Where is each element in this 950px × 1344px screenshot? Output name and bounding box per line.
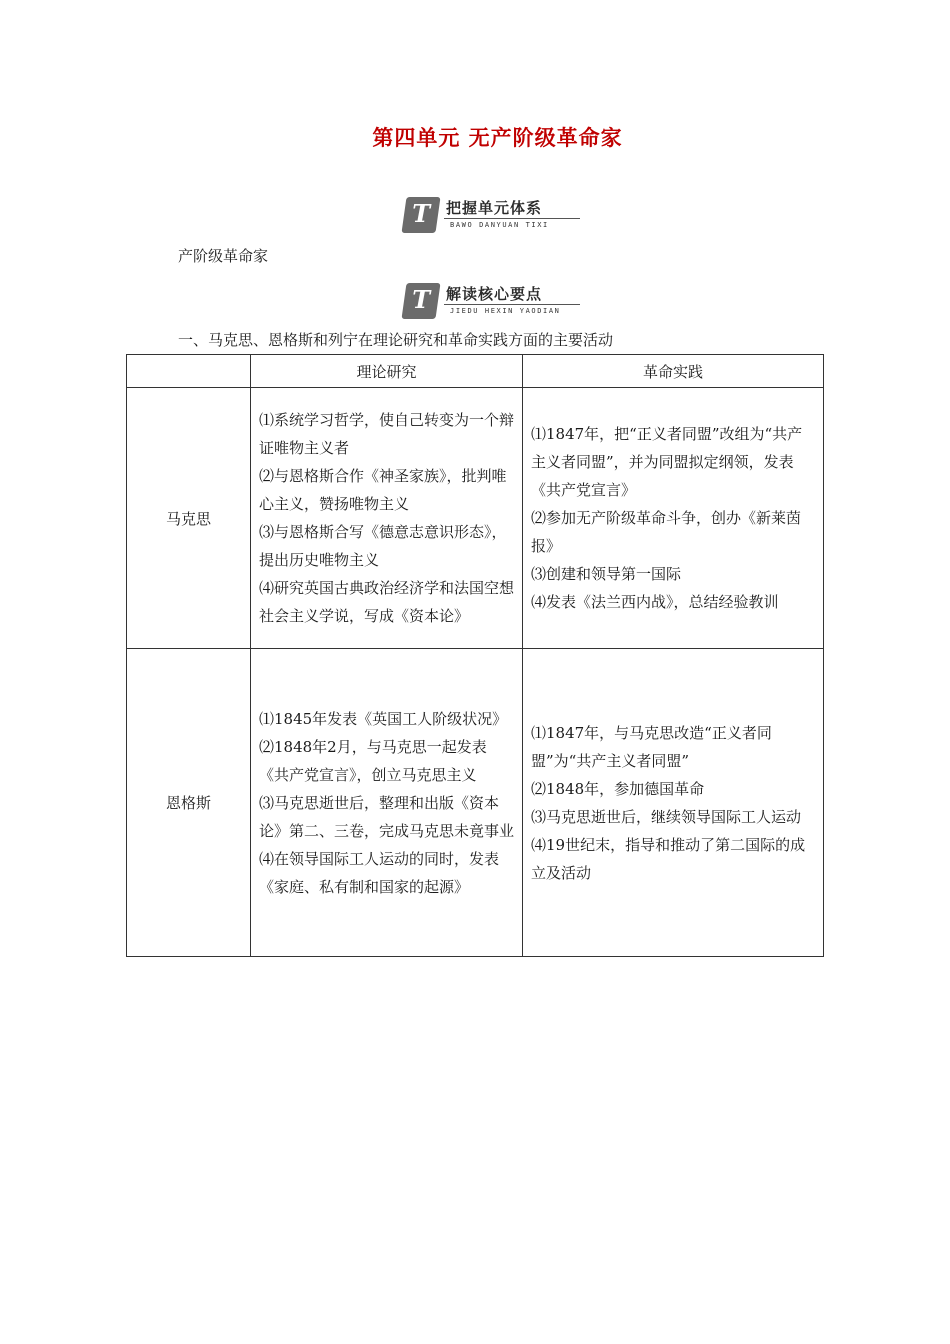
badge-title: 解读核心要点: [446, 285, 543, 303]
list-item: ⑵参加无产阶级革命斗争，创办《新莱茵报》: [531, 509, 802, 555]
badge-title: 把握单元体系: [446, 199, 543, 217]
badge-divider: [444, 218, 580, 219]
engels-theory-cell: [251, 649, 523, 957]
table-row: [127, 388, 824, 649]
table-header-row: [127, 355, 824, 388]
header-theory: 理论研究: [251, 355, 523, 388]
section-heading: 一、马克思、恩格斯和列宁在理论研究和革命实践方面的主要活动: [178, 331, 614, 349]
list-item: ⑷19世纪末，指导和推动了第二国际的成立及活动: [531, 835, 806, 882]
list-item: ⑴1847年，把“正义者同盟”改组为“共产主义者同盟”，并为同盟拟定纲领，发表《共产党宣言》: [531, 425, 803, 499]
activities-table: [126, 354, 824, 957]
list-item: ⑶马克思逝世后，整理和出版《资本论》第二、三卷，完成马克思未竟事业: [259, 793, 515, 840]
page-title: 第四单元 无产阶级革命家: [372, 126, 623, 150]
table-row: [127, 649, 824, 957]
list-item: ⑵1848年2月，与马克思一起发表《共产党宣言》，创立马克思主义: [259, 737, 487, 784]
list-item: ⑷发表《法兰西内战》，总结经验教训: [531, 593, 779, 611]
engels-practice-cell: [523, 649, 824, 957]
row-name-engels: 恩格斯: [127, 649, 251, 957]
section-badge-core-points: [404, 283, 584, 321]
list-item: ⑶马克思逝世后，继续领导国际工人运动: [531, 807, 802, 826]
list-item: ⑷在领导国际工人运动的同时，发表《家庭、私有制和国家的起源》: [259, 849, 500, 896]
list-item: ⑴系统学习哲学，使自己转变为一个辩证唯物主义者: [259, 411, 515, 457]
list-item: ⑵1848年，参加德国革命: [531, 779, 705, 798]
marx-theory-cell: [251, 388, 523, 649]
section-badge-unit-system: [404, 197, 584, 235]
badge-logo-icon: T: [401, 197, 440, 233]
intro-text: 产阶级革命家: [178, 247, 269, 265]
marx-practice-cell: [523, 388, 824, 649]
list-item: ⑴1847年，与马克思改造“正义者同盟”为“共产主义者同盟”: [531, 723, 772, 770]
list-item: ⑵与恩格斯合作《神圣家族》，批判唯心主义，赞扬唯物主义: [259, 467, 507, 513]
list-item: ⑶与恩格斯合写《德意志意识形态》，提出历史唯物主义: [259, 523, 507, 569]
badge-divider: [444, 304, 580, 305]
list-item: ⑶创建和领导第一国际: [531, 565, 682, 583]
badge-subtitle: BAWO DANYUAN TIXI: [450, 221, 549, 229]
list-item: ⑴1845年发表《英国工人阶级状况》: [259, 709, 508, 728]
list-item: ⑷研究英国古典政治经济学和法国空想社会主义学说，写成《资本论》: [259, 579, 515, 625]
badge-logo-icon: T: [401, 283, 440, 319]
header-practice: 革命实践: [523, 355, 824, 388]
row-name-marx: 马克思: [127, 388, 251, 649]
header-empty: [127, 355, 251, 388]
badge-subtitle: JIEDU HEXIN YAODIAN: [450, 307, 561, 315]
